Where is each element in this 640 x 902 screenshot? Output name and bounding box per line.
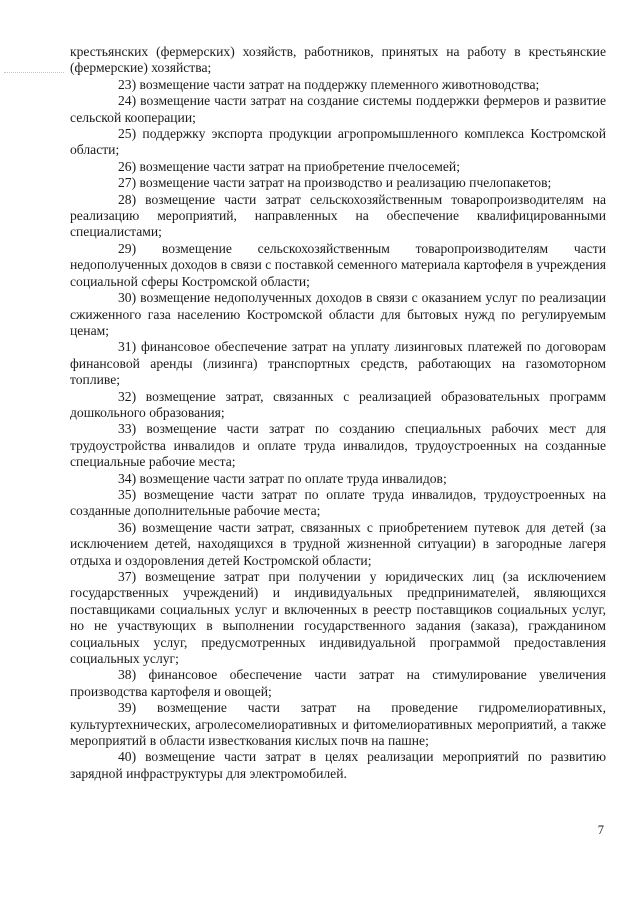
scan-margin-mark <box>4 72 64 75</box>
list-item-item-26: 26) возмещение части затрат на приобретение пчелосемей; <box>118 158 460 174</box>
document-body <box>70 44 606 782</box>
list-item-item-38: 38) финансовое обеспечение части затрат на стимулирование увеличения производства картофеля и овощей; <box>70 667 606 699</box>
list-item-item-27: 27) возмещение части затрат на производство и реализацию пчелопакетов; <box>118 175 552 191</box>
list-item-item-34: 34) возмещение части затрат по оплате труда инвалидов; <box>118 470 447 486</box>
list-item-item-33: 33) возмещение части затрат по созданию специальных рабочих мест для трудоустройства инвалидов и оплате труда инвалидов, трудоустроенных на созданные специальные рабочие места; <box>70 421 606 470</box>
list-item-item-22-cont: крестьянских (фермерских) хозяйств, работников, принятых на работу в крестьянские (фермерские) хозяйства; <box>70 44 606 76</box>
list-item-item-30: 30) возмещение недополученных доходов в связи с оказанием услуг по реализации сжиженного газа населению Костромской области для бытовых нужд по регулируемым ценам; <box>70 290 606 338</box>
list-item-item-39: 39) возмещение части затрат на проведение гидромелиоративных, культуртехнических, агролесомелиоративных и фитомелиоративных мероприятий, а также мероприятий в области известкования кислых почв на пашне; <box>70 700 606 749</box>
list-item-item-25: 25) поддержку экспорта продукции агропромышленного комплекса Костромской области; <box>70 126 606 158</box>
list-item-item-24: 24) возмещение части затрат на создание системы поддержки фермеров и развитие сельской кооперации; <box>70 93 606 125</box>
list-item-item-28: 28) возмещение части затрат сельскохозяйственным товаропроизводителям на реализацию мероприятий, направленных на обеспечение квалифицированными специалистами; <box>70 191 606 240</box>
list-item-item-29: 29) возмещение сельскохозяйственным товаропроизводителям части недополученных доходов в связи с поставкой семенного материала картофеля в учреждения социальной сферы Костромской области; <box>70 240 606 289</box>
list-item-item-36: 36) возмещение части затрат, связанных с приобретением путевок для детей (за исключением детей, находящихся в трудной жизненной ситуации) в загородные лагеря отдыха и оздоровления детей Костромской области; <box>70 519 606 568</box>
list-item-item-37: 37) возмещение затрат при получении у юридических лиц (за исключением государственных учреждений) и индивидуальных предпринимателей, являющихся поставщиками социальных услуг и включенных в реестр поставщиков социальных услуг, но не участвующих в выполнении государственного задания (заказа), гражданином социальных услуг, предусмотренных индивидуальной программой предоставления социальных услуг; <box>70 569 606 667</box>
list-item-item-40: 40) возмещение части затрат в целях реализации мероприятий по развитию зарядной инфраструктуры для электромобилей. <box>70 749 606 781</box>
list-item-item-23: 23) возмещение части затрат на поддержку племенного животноводства; <box>118 76 540 92</box>
list-item-item-32: 32) возмещение затрат, связанных с реализацией образовательных программ дошкольного образования; <box>70 388 606 420</box>
list-item-item-31: 31) финансовое обеспечение затрат на уплату лизинговых платежей по договорам финансовой аренды (лизинга) транспортных средств, работающих на газомоторном топливе; <box>70 339 606 388</box>
page-number: 7 <box>597 823 604 837</box>
list-item-item-35: 35) возмещение части затрат по оплате труда инвалидов, трудоустроенных на созданные дополнительные рабочие места; <box>70 486 606 519</box>
